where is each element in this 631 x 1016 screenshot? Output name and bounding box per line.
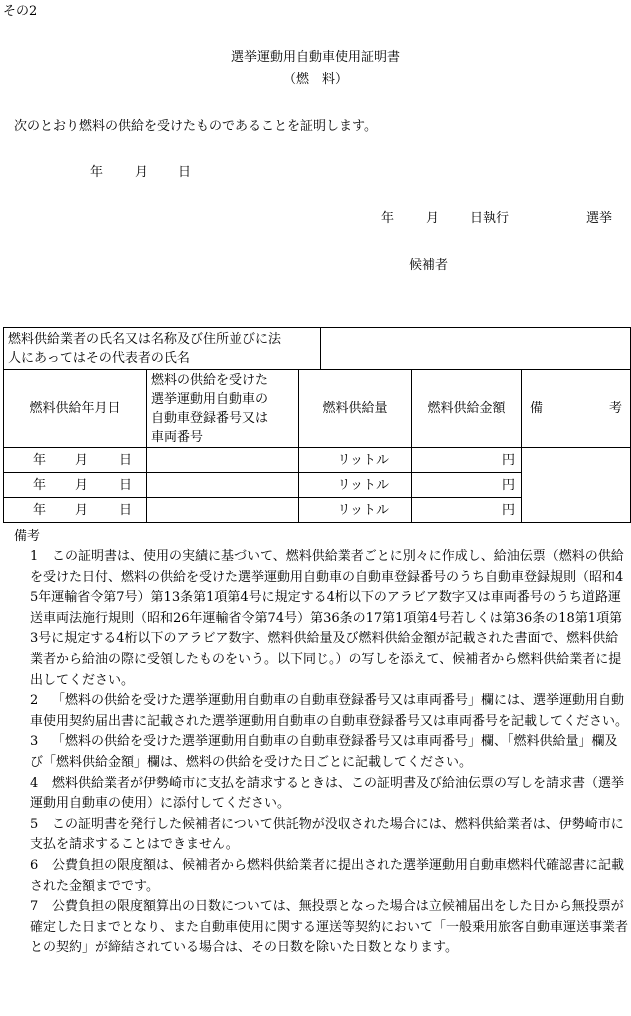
notes-section xyxy=(14,527,628,959)
row-amount-cell[interactable] xyxy=(299,473,412,498)
supplier-value-cell[interactable] xyxy=(321,328,631,370)
row-unit-label: リットル xyxy=(337,477,390,493)
note-text: 燃料供給業者が伊勢崎市に支払を請求するときは、この証明書及び給油伝票の写しを請求書（選挙運動用自動車の使用）に添付してください。 xyxy=(30,775,625,812)
row-month-label: 月 xyxy=(74,502,88,518)
note-item-1 xyxy=(14,547,628,691)
row-day-label: 日 xyxy=(118,502,132,518)
certification-statement: 次のとおり燃料の供給を受けたものであることを証明します。 xyxy=(14,119,377,134)
row-yen-label: 円 xyxy=(502,477,516,493)
date-month-label: 月 xyxy=(135,165,149,180)
note-number: 7 xyxy=(30,899,39,915)
supplier-row xyxy=(4,328,631,370)
row-vehicle-cell[interactable] xyxy=(147,498,299,523)
header-vehicle-line3: 自動車登録番号又は xyxy=(151,410,269,426)
date-year-label: 年 xyxy=(90,165,104,180)
row-yen-label: 円 xyxy=(502,502,516,518)
header-vehicle-line1: 燃料の供給を受けた xyxy=(151,372,269,388)
fuel-supply-table xyxy=(3,327,631,523)
form-number: その2 xyxy=(3,4,38,19)
note-number: 3 xyxy=(30,734,39,750)
row-month-label: 月 xyxy=(74,452,88,468)
document-title: 選挙運動用自動車使用証明書 xyxy=(230,50,400,65)
header-vehicle-line2: 選挙運動用自動車の xyxy=(151,391,269,407)
row-year-label: 年 xyxy=(32,477,46,493)
row-vehicle-cell[interactable] xyxy=(147,473,299,498)
date-day-label: 日 xyxy=(178,165,192,180)
supplier-label-line1: 燃料供給業者の氏名又は名称及び住所並びに法 xyxy=(8,331,282,347)
table-header-row xyxy=(4,370,631,448)
row-date-cell[interactable] xyxy=(4,473,147,498)
supplier-label-cell xyxy=(4,328,321,370)
note-item-6 xyxy=(14,856,628,897)
row-amount-cell[interactable] xyxy=(299,498,412,523)
header-vehicle-line4: 車両番号 xyxy=(151,429,204,445)
note-item-2 xyxy=(14,691,628,732)
header-remarks xyxy=(522,370,631,448)
row-date-cell[interactable] xyxy=(4,448,147,473)
row-price-cell[interactable] xyxy=(412,498,522,523)
note-item-4 xyxy=(14,774,628,815)
note-number: 5 xyxy=(30,816,39,832)
note-number: 6 xyxy=(30,857,39,873)
candidate-label: 候補者 xyxy=(409,258,449,273)
row-yen-label: 円 xyxy=(502,452,516,468)
note-text: 「燃料の供給を受けた選挙運動用自動車の自動車登録番号又は車両番号」欄には、選挙運動用自動車使用契約届出書に記載された選挙運動用自動車の自動車登録番号又は車両番号を記載してください。 xyxy=(30,693,629,729)
row-price-cell[interactable] xyxy=(412,473,522,498)
supplier-label-line2: 人にあってはその代表者の氏名 xyxy=(8,350,190,366)
document-subtitle: （燃 料） xyxy=(282,72,348,87)
note-text: この証明書を発行した候補者について供託物が没収された場合には、燃料供給業者は、伊勢崎市に支払を請求することはできません。 xyxy=(30,816,624,853)
row-vehicle-cell[interactable] xyxy=(147,448,299,473)
row-unit-label: リットル xyxy=(337,452,390,468)
row-date-cell[interactable] xyxy=(4,498,147,523)
note-text: この証明書は、使用の実績に基づいて、燃料供給業者ごとに別々に作成し、給油伝票（燃料の供給を受けた日付、燃料の供給を受けた選挙運動用自動車の自動車登録番号のうち自動車登録規則（昭和45年運輸省令第7号）第13条第1項第4号に規定する4桁以下のアラビア数字又は車両番号のうち道路運送車両法施行規則（昭和26年運輸省令第74号）第36条の17第1項第4号若しくは第36条の18第1項第3号に規定する4桁以下のアラビア数字、燃料供給量及び燃料供給金額が記載された書面で、燃料供給業者から給油の際に受領したものをいう。以下同じ。）の写しを添えて、候補者から燃料供給業者に提出してください。 xyxy=(30,549,624,688)
table-row xyxy=(4,448,631,473)
election-label: 選挙 xyxy=(586,211,613,226)
election-month-label: 月 xyxy=(426,211,440,226)
note-number: 4 xyxy=(30,775,39,791)
row-day-label: 日 xyxy=(118,477,132,493)
header-vehicle-number xyxy=(147,370,299,448)
header-fuel-price: 燃料供給金額 xyxy=(412,370,522,448)
header-supply-date: 燃料供給年月日 xyxy=(4,370,147,448)
row-month-label: 月 xyxy=(74,477,88,493)
note-text: 公費負担の限度額算出の日数については、無投票となった場合は立候補届出をした日から無投票が確定した日までとなり、また自動車使用に関する運送等契約において「一般乗用旅客自動車運送事業者との契約」が締結されている場合は、その日数を除いた日数となります。 xyxy=(30,899,629,956)
note-text: 「燃料の供給を受けた選挙運動用自動車の自動車登録番号又は車両番号」欄、「燃料供給量」欄及び「燃料供給金額」欄は、燃料の供給を受けた日ごとに記載してください。 xyxy=(30,734,618,770)
header-remarks-b: 考 xyxy=(609,401,623,416)
row-year-label: 年 xyxy=(32,502,46,518)
row-day-label: 日 xyxy=(118,452,132,468)
election-day-exec-label: 日執行 xyxy=(470,211,510,226)
note-text: 公費負担の限度額は、候補者から燃料供給業者に提出された選挙運動用自動車燃料代確認書に記載された金額までです。 xyxy=(30,857,625,894)
row-amount-cell[interactable] xyxy=(299,448,412,473)
row-year-label: 年 xyxy=(32,452,46,468)
row-remarks-cell[interactable] xyxy=(522,448,631,523)
row-price-cell[interactable] xyxy=(412,448,522,473)
note-number: 1 xyxy=(30,549,39,564)
header-remarks-a: 備 xyxy=(530,401,544,416)
note-number: 2 xyxy=(30,693,39,709)
notes-heading: 備考 xyxy=(14,529,41,544)
header-fuel-amount: 燃料供給量 xyxy=(299,370,412,448)
note-item-7 xyxy=(14,897,628,959)
note-item-5 xyxy=(14,815,628,856)
note-item-3 xyxy=(14,732,628,773)
row-unit-label: リットル xyxy=(337,502,390,518)
election-year-label: 年 xyxy=(381,211,395,226)
